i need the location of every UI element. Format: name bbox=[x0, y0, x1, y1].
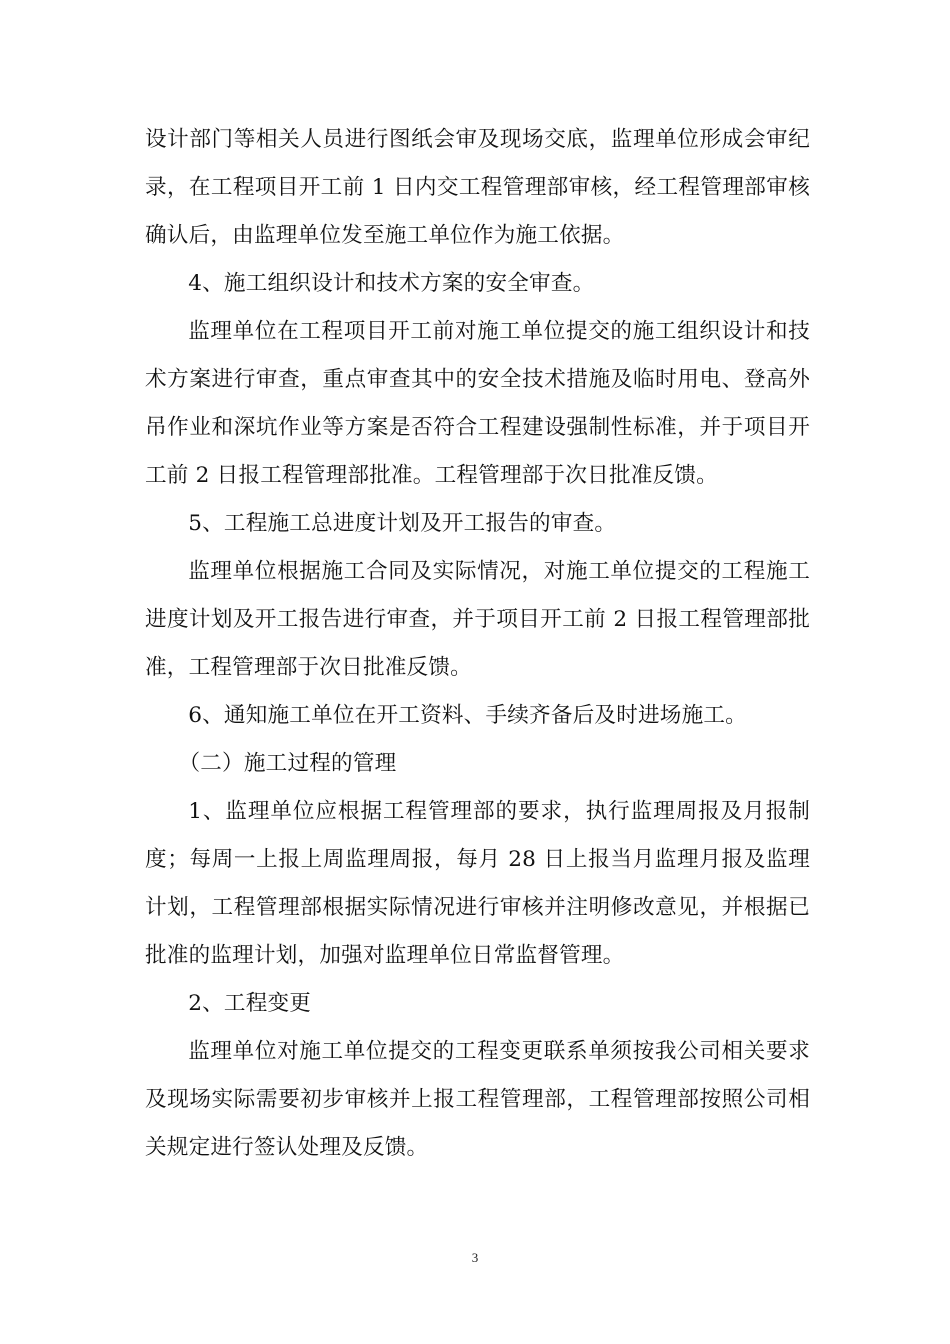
heading-item-5-schedule-review: 5、工程施工总进度计划及开工报告的审查。 bbox=[188, 511, 617, 536]
section-heading-construction-process: （二）施工过程的管理 bbox=[178, 751, 397, 776]
paragraph-engineering-change: 监理单位对施工单位提交的工程变更联系单须按我公司相关要求及现场实际需要初步审核并上报工程管理部，工程管理部按照公司相关规定进行签认处理及反馈。 bbox=[145, 1039, 810, 1160]
document-body bbox=[145, 116, 810, 1172]
paragraph-item-1-reporting: 1、监理单位应根据工程管理部的要求，执行监理周报及月报制度；每周一上报上周监理周报，每月 28 日上报当月监理月报及监理计划，工程管理部根据实际情况进行审核并注明修改意见，并根据已批准的监理计划，加强对监理单位日常监督管理。 bbox=[145, 799, 810, 968]
heading-item-2-engineering-change: 2、工程变更 bbox=[188, 991, 312, 1016]
page-number: 3 bbox=[471, 1250, 479, 1265]
paragraph-safety-review: 监理单位在工程项目开工前对施工单位提交的施工组织设计和技术方案进行审查，重点审查其中的安全技术措施及临时用电、登高外吊作业和深坑作业等方案是否符合工程建设强制性标准，并于项目开工前 2 日报工程管理部批准。工程管理部于次日批准反馈。 bbox=[145, 319, 810, 488]
paragraph-item-6-notify-start: 6、通知施工单位在开工资料、手续齐备后及时进场施工。 bbox=[188, 703, 747, 728]
heading-item-4-safety-review: 4、施工组织设计和技术方案的安全审查。 bbox=[188, 271, 595, 296]
paragraph-design-review-continued: 设计部门等相关人员进行图纸会审及现场交底，监理单位形成会审纪录，在工程项目开工前 1 日内交工程管理部审核，经工程管理部审核确认后，由监理单位发至施工单位作为施工依据。 bbox=[145, 127, 810, 248]
paragraph-schedule-review: 监理单位根据施工合同及实际情况，对施工单位提交的工程施工进度计划及开工报告进行审查，并于项目开工前 2 日报工程管理部批准，工程管理部于次日批准反馈。 bbox=[145, 559, 810, 680]
